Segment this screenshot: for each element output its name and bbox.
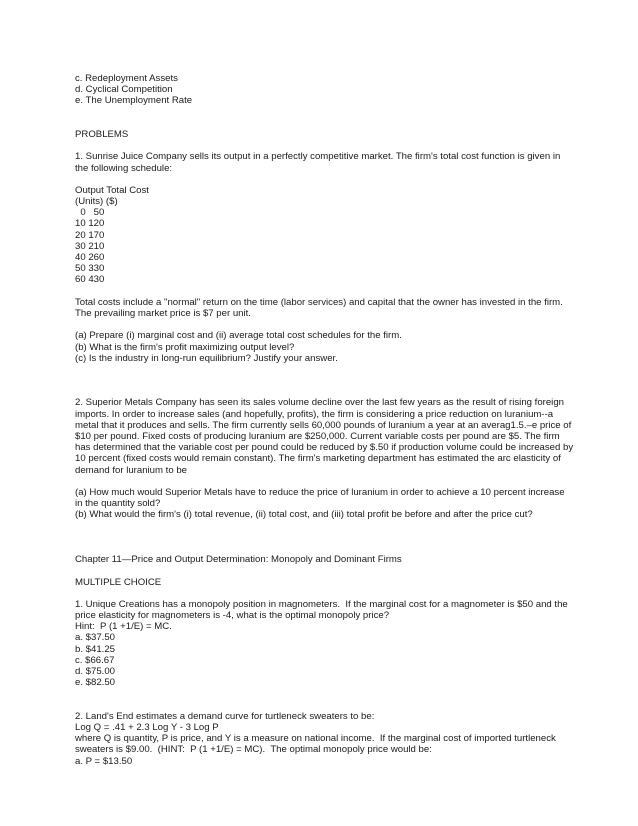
problem-2-text: metal that it produces and sells. The firm currently sells 60,000 pounds of luranium a year at an averag1.5.–e price of <box>75 419 572 431</box>
problem-1-note: The prevailing market price is $7 per unit. <box>75 307 251 319</box>
problem-1 <box>75 151 575 364</box>
problem-2 <box>75 397 575 520</box>
mc-1-text: 1. Unique Creations has a monopoly position in magnometers. If the marginal cost for a magnometer is $50 and the <box>75 598 568 610</box>
problem-2-question: in the quantity sold? <box>75 498 161 510</box>
mc-1-option-a: a. $37.50 <box>75 632 116 644</box>
problem-1-question: (c) Is the industry in long-run equilibrium? Justify your answer. <box>75 352 338 364</box>
mc-2-text: 2. Land's End estimates a demand curve for turtleneck sweaters to be: <box>75 710 375 722</box>
top-options <box>75 73 575 107</box>
problem-1-note: Total costs include a "normal" return on the time (labor services) and capital that the owner has invested in the firm. <box>75 296 563 308</box>
cost-table-header: (Units) ($) <box>75 196 118 208</box>
option-c: c. Redeployment Assets <box>75 73 178 84</box>
cost-table-row: 10 120 <box>75 218 105 230</box>
option-d: d. Cyclical Competition <box>75 84 173 96</box>
problem-1-text: the following schedule: <box>75 162 173 174</box>
mc-question-2 <box>75 711 575 767</box>
document-page <box>75 73 575 767</box>
problem-1-question: (a) Prepare (i) marginal cost and (ii) average total cost schedules for the firm. <box>75 330 402 342</box>
problem-2-text: imports. In order to increase sales (and hopefully, profits), the firm is considering a price reduction on luranium--a <box>75 408 554 420</box>
cost-table-row: 20 170 <box>75 229 105 241</box>
problem-2-text: demand for luranium to be <box>75 464 187 476</box>
cost-table-row: 0 50 <box>75 207 105 219</box>
mc-2-option-a: a. P = $13.50 <box>75 755 133 767</box>
problem-2-question: (b) What would the firm's (i) total revenue, (ii) total cost, and (iii) total profit be before and after the price cut? <box>75 509 533 521</box>
mc-1-option-e: e. $82.50 <box>75 677 116 689</box>
mc-1-option-b: b. $41.25 <box>75 643 116 655</box>
problem-2-question: (a) How much would Superior Metals have to reduce the price of luranium in order to achieve a 10 percent increase <box>75 486 565 498</box>
mc-1-option-d: d. $75.00 <box>75 666 116 678</box>
problem-2-text: 10 percent (fixed costs would remain constant). The firm's marketing department has estimated the arc elasticity of <box>75 453 561 465</box>
problem-1-question: (b) What is the firm's profit maximizing output level? <box>75 341 295 353</box>
problem-2-text: $10 per pound. Fixed costs of producing luranium are $250,000. Current variable costs per pound are $5. The firm <box>75 431 560 443</box>
mc-question-1 <box>75 599 575 689</box>
problem-2-text: has determined that the variable cost per pound could be reduced by $.50 if production volume could be increased by <box>75 442 574 454</box>
mc-1-option-c: c. $66.67 <box>75 654 115 666</box>
mc-2-text: sweaters is $9.00. (HINT: P (1 +1/E) = MC). The optimal monopoly price would be: <box>75 744 432 756</box>
mc-2-equation: Log Q = .41 + 2.3 Log Y - 3 Log P <box>75 721 219 733</box>
cost-table-row: 60 430 <box>75 274 105 286</box>
cost-table-row: 40 260 <box>75 252 105 264</box>
chapter-title: Chapter 11—Price and Output Determination: Monopoly and Dominant Firms <box>75 554 402 566</box>
problem-2-text: 2. Superior Metals Company has seen its sales volume decline over the last few years as the result of rising foreign <box>75 397 564 409</box>
mc-2-text: where Q is quantity, P is price, and Y is a measure on national income. If the marginal cost of imported turtleneck <box>75 733 556 745</box>
cost-table-header: Output Total Cost <box>75 184 149 196</box>
mc-1-text: price elasticity for magnometers is -4, what is the optimal monopoly price? <box>75 610 390 622</box>
cost-table-row: 50 330 <box>75 263 105 275</box>
problems-heading: PROBLEMS <box>75 128 129 140</box>
cost-table-row: 30 210 <box>75 240 105 252</box>
option-e: e. The Unemployment Rate <box>75 95 193 107</box>
problem-1-text: 1. Sunrise Juice Company sells its output in a perfectly competitive market. The firm's total cost function is given in <box>75 151 561 163</box>
mc-heading: MULTIPLE CHOICE <box>75 576 162 588</box>
mc-1-hint: Hint: P (1 +1/E) = MC. <box>75 621 172 633</box>
